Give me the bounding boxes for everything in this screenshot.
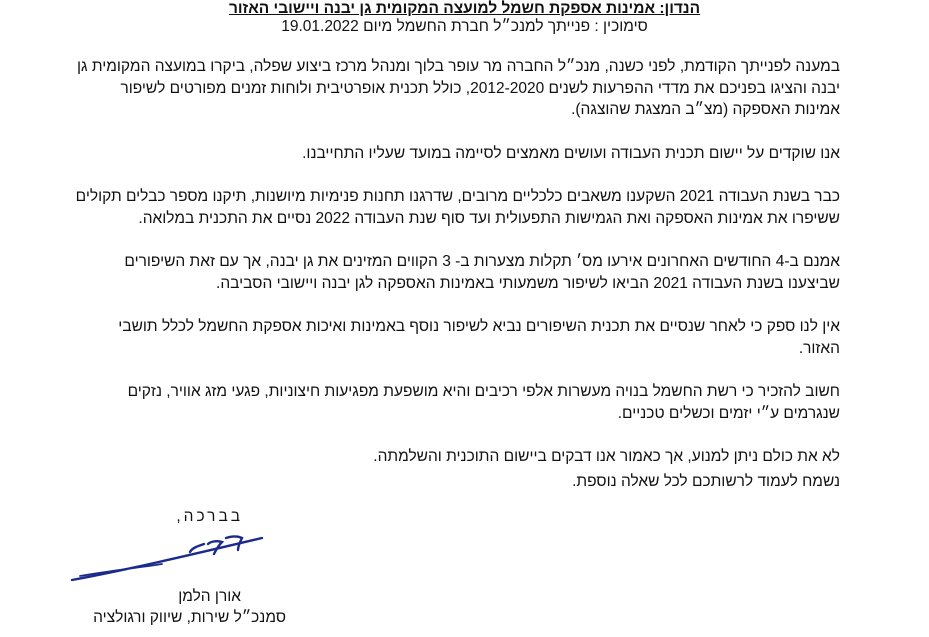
paragraph: אין לנו ספק כי לאחר שנסיים את תכנית השיפורים נביא לשיפור נוסף באמינות ואיכות אספקת החשמל לכלל תושבי האזור. (118, 318, 840, 357)
reference-prefix: סימוכין : פנייתך למנכ״ל חברת החשמל מיום (363, 18, 648, 35)
paragraph: אמנם ב-4 החודשים האחרונים אירעו מס׳ תקלות מצערות ב- 3 הקווים המזינים את גן יבנה, אך עם זאת השיפורים שביצענו בשנת העבודה 2021 הביאו לשיפור משמעותי באמינות האספקה לגן יבנה ויישובי הסביבה. (124, 253, 840, 292)
paragraph: נשמח לעמוד לרשותכם לכל שאלה נוספת. (572, 472, 840, 490)
letter-closing: בברכה, (176, 508, 243, 525)
letter-reference (0, 18, 929, 36)
letter-body (74, 56, 840, 514)
paragraph: חשוב להזכיר כי רשת החשמל בנויה מעשרות אלפי רכיבים והיא מושפעת מפגיעות חיצוניות, פגעי מזג אוויר, נזקים שנגרמים ע״י יזמים וכשלים טכניים. (127, 383, 840, 422)
letter-subject: הנדון: אמינות אספקת חשמל למועצה המקומית גן יבנה ויישובי האזור (228, 0, 701, 17)
signer-name: אורן הלמן (178, 588, 241, 605)
paragraph: במענה לפנייתך הקודמת, לפני כשנה, מנכ״ל החברה מר עופר בלוך ומנהל מרכז ביצוע שפלה, ביקרו במועצה המקומית גן יבנה והציגו בפניכם את מדדי ההפרעות לשנים 2012-2020, כולל תכנית אופרטיבית ולוחות זמנים מפורטים לשיפור אמינות האספקה (מצ״ב המצגת שהוצגה). (76, 58, 840, 118)
paragraph: לא את כולם ניתן למנוע, אך כאמור אנו דבקים ביישום התוכנית והשלמתה. (373, 448, 840, 465)
handwritten-signature (66, 530, 266, 588)
paragraph: כבר בשנת העבודה 2021 השקענו משאבים כלכליים מרובים, שדרגנו תחנות פנימיות מיושנות, תיקנו מספר כבלים תקולים ששיפרו את אמינות האספקה ואת הגמישות התפעולית ועד סוף שנת העבודה 2022 נסיים את התכנית במלואה. (75, 188, 840, 227)
reference-date: 19.01.2022 (281, 18, 359, 35)
paragraph: אנו שוקדים על יישום תכנית העבודה ועושים מאמצים לסיימה במועד שעליו התחייבנו. (302, 144, 840, 162)
signer-title: סמנכ״ל שירות, שיווק ורגולציה (93, 609, 286, 626)
